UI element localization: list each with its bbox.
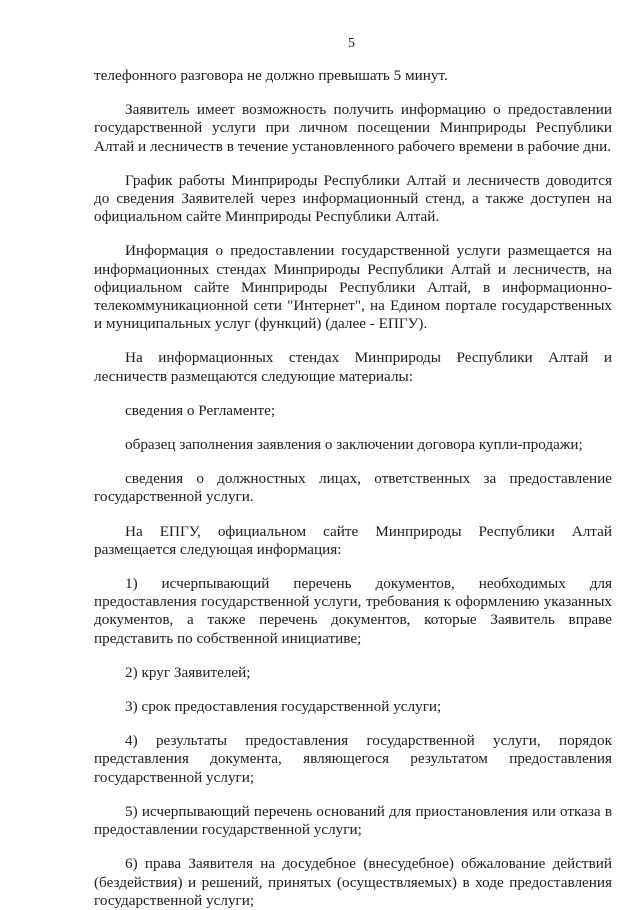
list-item-6: 6) права Заявителя на досудебное (внесудебное) обжалование действий (бездействия) и решений, принятых (осуществляемых) в ходе предоставления государственной услуги; — [94, 855, 612, 909]
paragraph-stand-materials: На информационных стендах Минприроды Республики Алтай и лесничеств размещаются следующие материалы: — [94, 349, 612, 385]
paragraph-work-schedule: График работы Минприроды Республики Алтай и лесничеств доводится до сведения Заявителей через информационный стенд, а также доступен на официальном сайте Минприроды Республики Алтай. — [94, 171, 612, 226]
paragraph-epgu-info: На ЕПГУ, официальном сайте Минприроды Республики Алтай размещается следующая информация: — [94, 522, 612, 558]
paragraph-application-sample: образец заполнения заявления о заключении договора купли-продажи; — [125, 436, 583, 454]
list-item-4: 4) результаты предоставления государственной услуги, порядок представления документа, являющегося результатом предоставления государственной услуги; — [94, 732, 612, 786]
paragraph-info-placement: Информация о предоставлении государственной услуги размещается на информационных стендах Минприроды Республики Алтай и лесничеств, на официальном сайте Минприроды Республики Алтай, в информационно-телекоммуникационной сети "Интернет", на Едином портале государственных и муниципальных услуг (функций) (далее - ЕПГУ). — [94, 242, 612, 333]
paragraph-officials-info: сведения о должностных лицах, ответственных за предоставление государственной услуги. — [94, 470, 612, 506]
list-item-3: 3) срок предоставления государственной услуги; — [125, 698, 442, 716]
paragraph-personal-visit: Заявитель имеет возможность получить информацию о предоставлении государственной услуги при личном посещении Минприроды Республики Алтай и лесничеств в течение установленного рабочего времени в рабочие дни. — [94, 101, 612, 155]
list-item-2: 2) круг Заявителей; — [125, 663, 251, 681]
list-item-1: 1) исчерпывающий перечень документов, необходимых для предоставления государственной услуги, требования к оформлению указанных документов, а также перечень документов, которые Заявитель вправе представить по собственной инициативе; — [94, 575, 612, 647]
paragraph-regulation-info: сведения о Регламенте; — [125, 401, 276, 419]
document-body — [94, 67, 612, 910]
paragraph-continuation: телефонного разговора не должно превышать 5 минут. — [94, 67, 448, 84]
page-number: 5 — [348, 36, 355, 51]
list-item-5: 5) исчерпывающий перечень оснований для приостановления или отказа в предоставлении государственной услуги; — [94, 802, 612, 839]
